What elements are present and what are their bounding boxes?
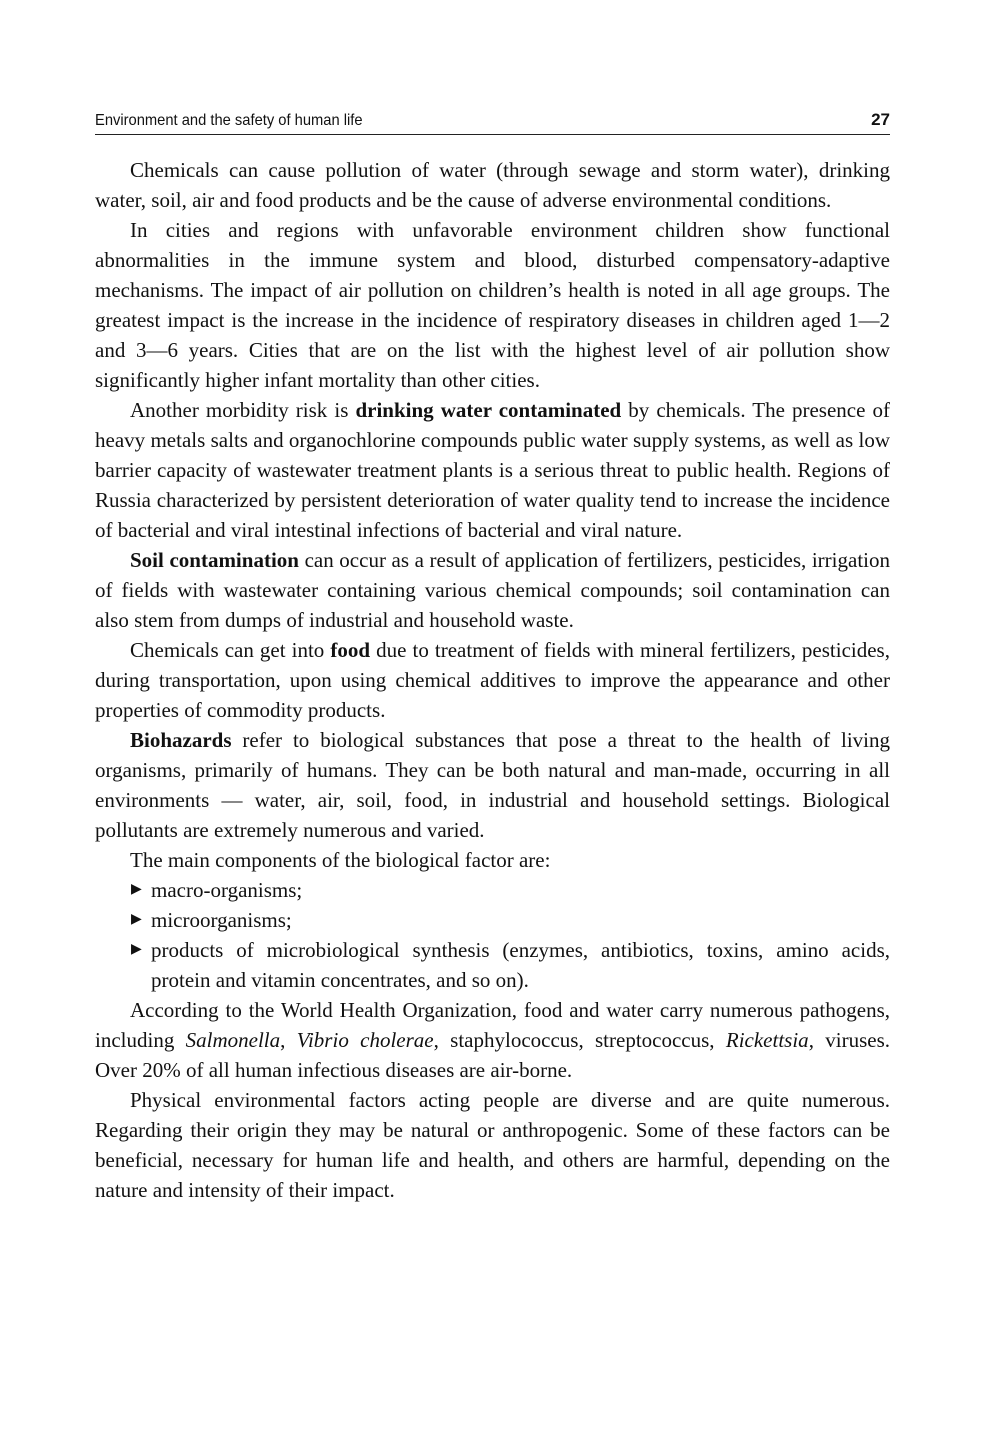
body-text — [95, 155, 890, 1205]
paragraph-cities-regions: In cities and regions with unfavorable environment children show functional abnormalities in the immune system and blood, disturbed compensatory-adaptive mechanisms. The impact of air pollution on children’s health is noted in all age groups. The greatest impact is the increase in the incidence of respiratory diseases in children aged 1—2 and 3—6 years. Cities that are on the list with the highest level of air pollution show significantly higher infant mortality than other cities. — [95, 218, 890, 392]
list-item-text: macro-organisms; — [151, 878, 303, 902]
bullet-arrow-icon: ▶ — [131, 912, 142, 927]
paragraph-text: Chemicals can get into — [130, 638, 331, 662]
paragraph-text: refer to biological substances that pose a threat to the health of living organisms, primarily of humans. They can be both natural and man-made, occurring in all environments — water, air, soil, food, in industrial and household settings. Biological pollutants are extremely numerous and varied. — [95, 728, 890, 842]
list-item — [131, 905, 890, 935]
components-list — [95, 875, 890, 995]
term-vibrio-cholerae: Vibrio cholerae — [296, 1028, 434, 1052]
paragraph-chemicals-pollution: Chemicals can cause pollution of water (through sewage and storm water), drinking water, soil, air and food products and be the cause of adverse environmental conditions. — [95, 158, 890, 212]
bullet-arrow-icon: ▶ — [131, 942, 142, 957]
term-drinking-water-contaminated: drinking water contaminated — [355, 398, 622, 422]
running-header — [95, 100, 890, 135]
paragraph-text: According to the World Health Organization, food and water carry numerous pathogens, including — [95, 998, 890, 1052]
paragraph-text: , — [280, 1028, 297, 1052]
list-item — [131, 875, 890, 905]
term-food: food — [330, 638, 371, 662]
list-item — [131, 935, 890, 995]
paragraph-food — [95, 635, 890, 725]
term-biohazards: Biohazards — [130, 728, 232, 752]
book-page — [95, 100, 890, 1205]
paragraph-text: , viruses. Over 20% of all human infectious diseases are air-borne. — [95, 1028, 890, 1082]
bullet-arrow-icon: ▶ — [131, 882, 142, 897]
paragraph-main-components: The main components of the biological factor are: — [130, 848, 551, 872]
term-rickettsia: Rickettsia — [725, 1028, 809, 1052]
paragraph-text: by chemicals. The presence of heavy metals salts and organochlorine compounds public water supply systems, as well as low barrier capacity of wastewater treatment plants is a serious threat to public health. Regions of Russia characterized by persistent deterioration of water quality tend to increase the incidence of bacterial and viral intestinal infections of bacterial and viral nature. — [95, 398, 891, 542]
paragraph-text: , staphylococcus, streptococcus, — [433, 1028, 726, 1052]
paragraph-text: due to treatment of fields with mineral fertilizers, pesticides, during transportation, upon using chemical additives to improve the appearance and other properties of commodity products. — [95, 638, 890, 722]
list-item-text: microorganisms; — [151, 908, 292, 932]
term-soil-contamination: Soil contamination — [130, 548, 299, 572]
running-title: Environment and the safety of human life — [95, 112, 363, 129]
paragraph-text: can occur as a result of application of fertilizers, pesticides, irrigation of fields with wastewater containing various chemical compounds; soil contamination can also stem from dumps of industrial and household waste. — [95, 548, 890, 632]
paragraph-text: Another morbidity risk is — [130, 398, 356, 422]
list-item-text: products of microbiological synthesis (enzymes, antibiotics, toxins, amino acids, protein and vitamin concentrates, and so on). — [151, 938, 890, 992]
paragraph-soil-contamination — [95, 545, 890, 635]
paragraph-who-pathogens — [95, 995, 890, 1085]
paragraph-physical-factors: Physical environmental factors acting people are diverse and are quite numerous. Regarding their origin they may be natural or anthropogenic. Some of these factors can be beneficial, necessary for human life and health, and others are harmful, depending on the nature and intensity of their impact. — [95, 1088, 890, 1202]
page-number: 27 — [871, 110, 890, 129]
paragraph-drinking-water — [95, 395, 890, 545]
term-salmonella: Salmonella — [185, 1028, 281, 1052]
paragraph-biohazards — [95, 725, 890, 845]
